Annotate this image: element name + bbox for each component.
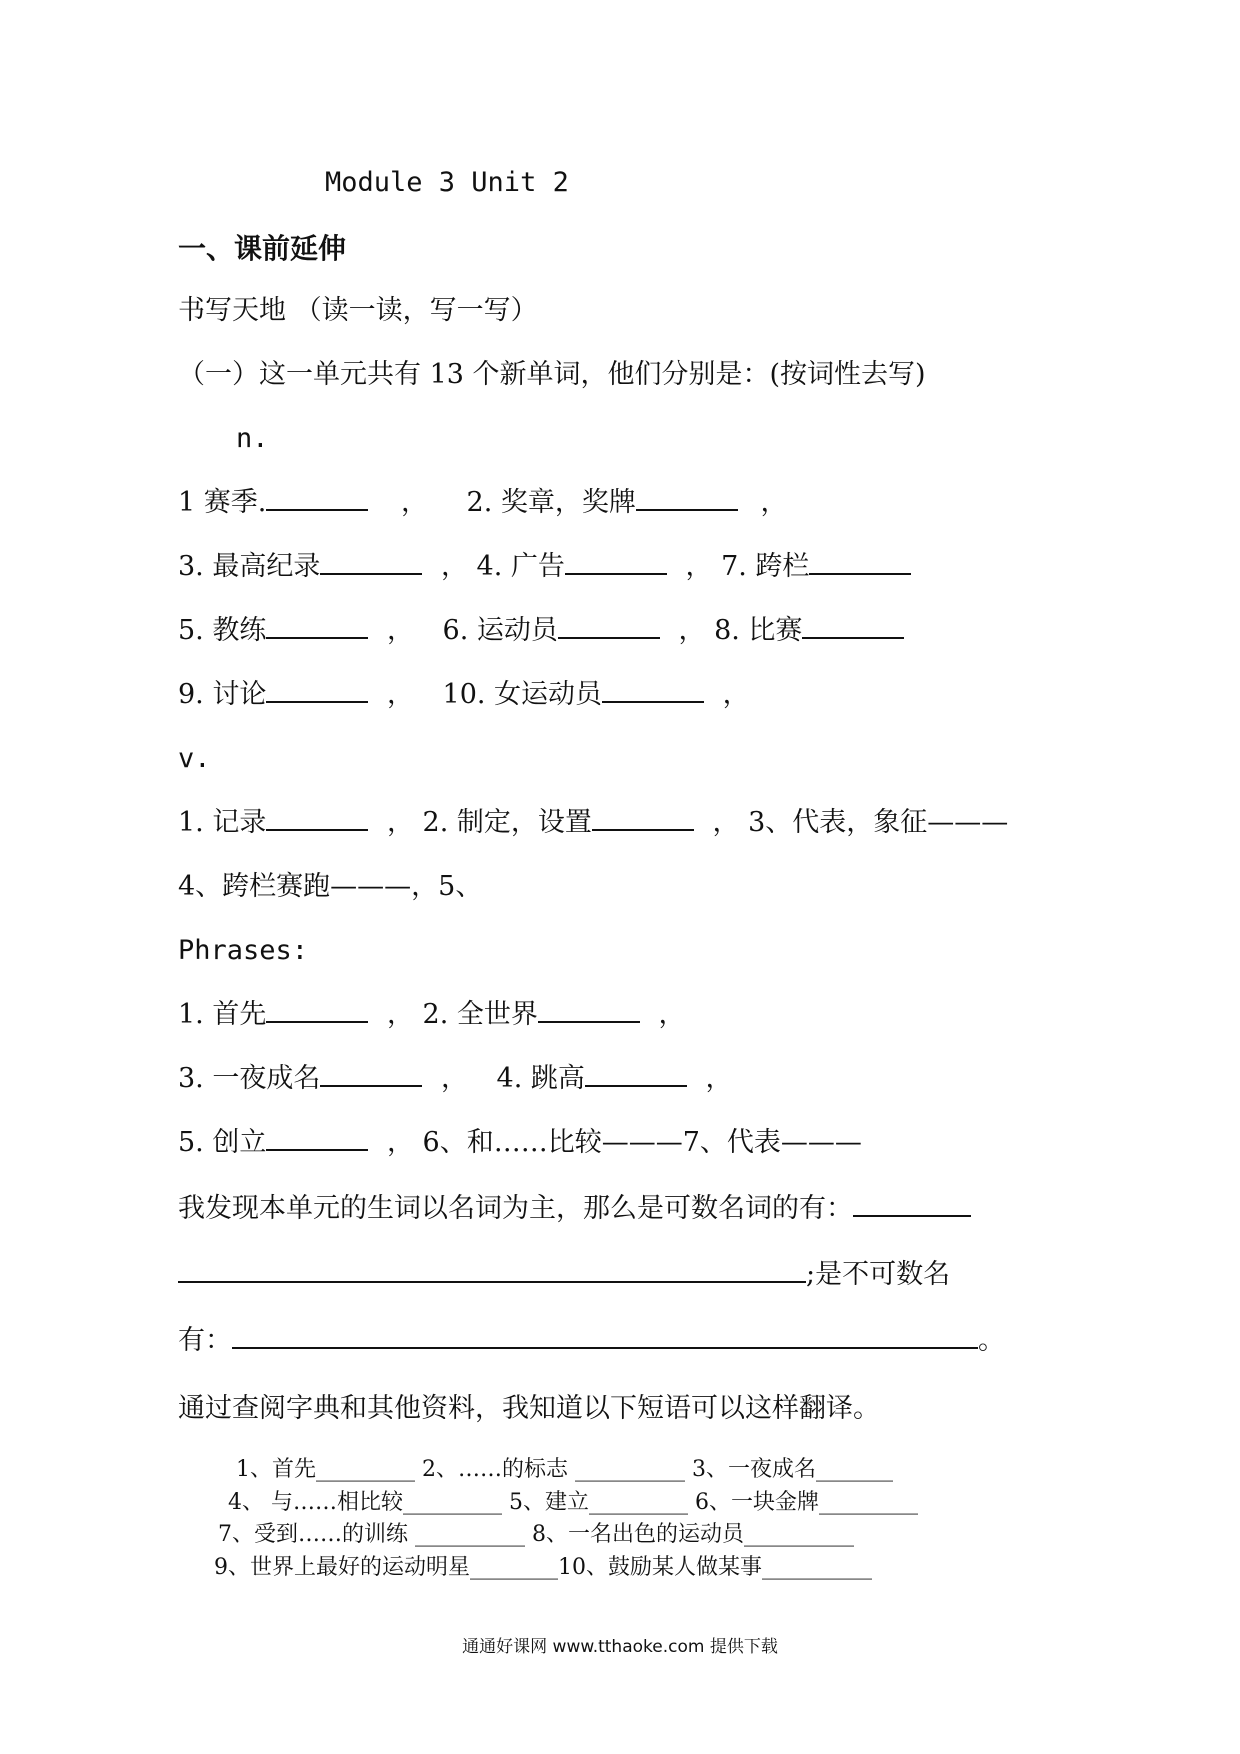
countable-row-2: [178, 1258, 950, 1292]
answer-blank[interactable]: [558, 615, 660, 639]
translate-row: 4、 与……相比较_________ 5、建立_________ 6、一块金牌_________: [228, 1490, 918, 1515]
answer-blank[interactable]: [565, 551, 667, 575]
answer-blank[interactable]: [178, 1259, 806, 1283]
page-title: Module 3 Unit 2: [325, 167, 569, 198]
period: 。: [978, 1325, 1005, 1356]
phrase-item: 4. 跳高: [496, 1063, 585, 1094]
noun-label: n.: [236, 423, 269, 454]
noun-item: 7. 跨栏: [721, 551, 810, 582]
answer-blank[interactable]: [802, 615, 904, 639]
noun-item: 4. 广告: [476, 551, 565, 582]
noun-item: 3. 最高纪录: [178, 551, 321, 582]
phrase-item: 5. 创立: [178, 1127, 267, 1158]
noun-item: 2. 奖章，奖牌: [466, 487, 636, 518]
countable-row-1: [178, 1192, 971, 1226]
answer-blank[interactable]: [585, 1063, 687, 1087]
noun-row-1: 1 赛季. ， 2. 奖章，奖牌 ，: [178, 487, 788, 518]
phrase-item: 6、和……比较———7、代表———: [422, 1127, 862, 1158]
answer-blank[interactable]: [266, 679, 368, 703]
noun-row-3: 5. 教练 ， 6. 运动员 ， 8. 比赛: [178, 614, 904, 648]
uncountable-label: 有：: [178, 1325, 232, 1356]
verb-item: 1. 记录: [178, 807, 267, 838]
phrase-item: 3. 一夜成名: [178, 1063, 321, 1094]
answer-blank[interactable]: [809, 551, 911, 575]
phrase-row-3: 5. 创立 ， 6、和……比较———7、代表———: [178, 1127, 862, 1158]
noun-item: 10. 女运动员: [442, 679, 603, 710]
translate-row: 1、首先_________ 2、……的标志 __________ 3、一夜成名_______: [236, 1457, 893, 1482]
answer-blank[interactable]: [266, 1127, 368, 1151]
answer-blank[interactable]: [320, 551, 422, 575]
uncountable-text: ;是不可数名: [806, 1259, 951, 1290]
section-heading: 一、课前延伸: [178, 232, 347, 265]
verb-item: 2. 制定，设置: [422, 807, 592, 838]
answer-blank[interactable]: [266, 999, 368, 1023]
subheading: 书写天地 （读一读，写一写）: [178, 295, 538, 326]
countable-row-3: [178, 1324, 1005, 1358]
translate-intro: 通过查阅字典和其他资料，我知道以下短语可以这样翻译。: [178, 1393, 880, 1424]
phrases-label: Phrases:: [178, 935, 309, 966]
answer-blank[interactable]: [538, 999, 640, 1023]
answer-blank[interactable]: [266, 487, 368, 511]
noun-row-4: 9. 讨论 ， 10. 女运动员 ，: [178, 679, 750, 710]
verb-row-1: 1. 记录 ， 2. 制定，设置 ， 3、代表，象征———: [178, 807, 1009, 838]
answer-blank[interactable]: [853, 1193, 971, 1217]
answer-blank[interactable]: [232, 1325, 978, 1349]
answer-blank[interactable]: [592, 807, 694, 831]
verb-label: v.: [178, 743, 211, 774]
answer-blank[interactable]: [266, 615, 368, 639]
page-footer: 通通好课网 www.tthaoke.com 提供下载: [462, 1637, 778, 1657]
intro-text: （一）这一单元共有 13 个新单词，他们分别是：(按词性去写): [178, 359, 926, 390]
noun-item: 9. 讨论: [178, 679, 267, 710]
verb-row-2: 4、跨栏赛跑———，5、: [178, 871, 483, 902]
answer-blank[interactable]: [602, 679, 704, 703]
noun-item: 1 赛季.: [178, 487, 267, 518]
translate-row: 7、受到……的训练 __________ 8、一名出色的运动员__________: [218, 1522, 854, 1547]
phrase-item: 1. 首先: [178, 999, 267, 1030]
noun-row-2: 3. 最高纪录 ， 4. 广告 ， 7. 跨栏: [178, 550, 911, 584]
noun-item: 8. 比赛: [714, 615, 803, 646]
countable-text: 我发现本单元的生词以名词为主，那么是可数名词的有：: [178, 1193, 853, 1224]
noun-item: 6. 运动员: [442, 615, 558, 646]
verb-item: 3、代表，象征———: [748, 807, 1009, 838]
phrase-row-2: 3. 一夜成名 ， 4. 跳高 ，: [178, 1063, 733, 1094]
answer-blank[interactable]: [320, 1063, 422, 1087]
answer-blank[interactable]: [266, 807, 368, 831]
phrase-row-1: 1. 首先 ， 2. 全世界 ，: [178, 999, 686, 1030]
answer-blank[interactable]: [636, 487, 738, 511]
translate-row: 9、世界上最好的运动明星________10、鼓励某人做某事__________: [214, 1555, 872, 1580]
noun-item: 5. 教练: [178, 615, 267, 646]
phrase-item: 2. 全世界: [422, 999, 538, 1030]
